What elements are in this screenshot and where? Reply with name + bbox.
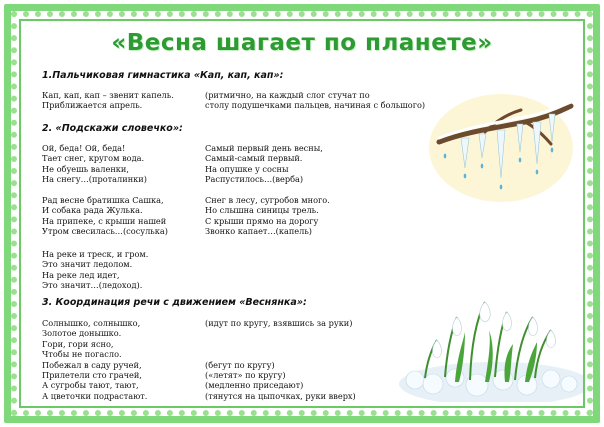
riddle-block1-left: Ой, беда! Ой, беда! Тает снег, кругом вода. Не обуешь валенки, На снегу…(проталинки) (42, 143, 147, 185)
song-actions: (идут по кругу, взявшись за руки) (бегут по кругу) («летят» по кругу) (медленно приседают) (тянутся на цыпочках, руки вверх) (205, 318, 356, 401)
song-lines: Солнышко, солнышко, Золотое донышко. Гори, гори ясно, Чтобы не погасло. Побежал в саду ручей, Прилетели сто грачей, А сугробы тают, тают, А цветочки подрастают. (42, 318, 148, 401)
section2-heading: 2. «Подскажи словечко»: (42, 123, 183, 134)
icicle-branch-illustration (425, 92, 575, 204)
riddle-block1-right: Самый первый день весны, Самый-самый первый. На опушке у сосны Распустилось…(верба) (205, 143, 323, 185)
section1-right-text: (ритмично, на каждый слог стучат по столу подушечками пальцев, начиная с большого) (205, 90, 426, 111)
section3-heading: 3. Координация речи с движением «Веснянка»: (42, 297, 307, 308)
riddle-block2-right: Снег в лесу, сугробов много. Но слышна синицы трель. С крыши прямо на дорогу Звонко капает…(капель) (205, 195, 330, 237)
section1-heading: 1.Пальчиковая гимнастика «Кап, кап, кап»: (42, 70, 284, 81)
snowdrops-in-snow-photo (385, 272, 583, 402)
riddle-block3: На реке и треск, и гром. Это значит ледолом. На реке лед идет, Это значит…(ледоход). (42, 249, 149, 291)
page-title: «Весна шагает по планете» (111, 30, 493, 56)
section1-left-text: Кап, кап, кап – звенит капель. Приближается апрель. (42, 90, 174, 111)
riddle-block2-left: Рад весне братишка Сашка, И собака рада Жулька. На припеке, с крыши нашей Утром свесилась…(сосулька) (42, 195, 168, 237)
